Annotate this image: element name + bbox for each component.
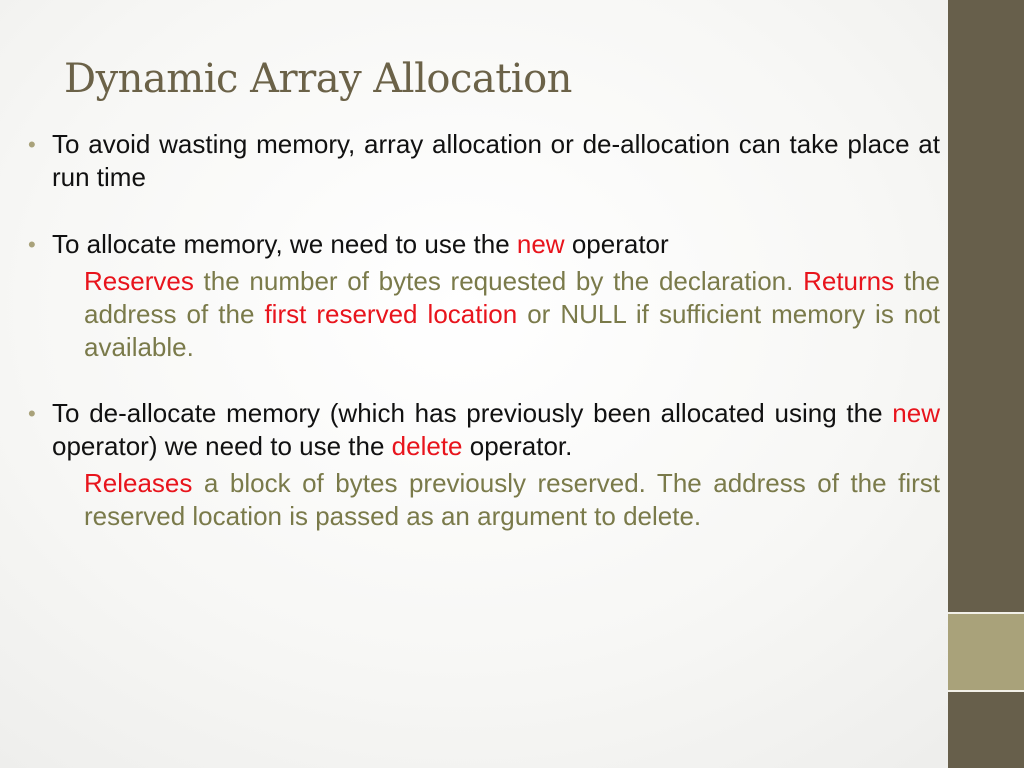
bullet-3 — [28, 397, 940, 463]
bullet-dot-icon: • — [28, 132, 36, 157]
bullet-text: To de-allocate memory (which has previously been allocated using the — [52, 398, 893, 428]
sub-text: the number of bytes requested by the declaration. — [193, 266, 804, 296]
keyword-new: new — [892, 398, 940, 428]
bullet-text: To allocate memory, we need to use the — [52, 229, 517, 259]
bullet-text: operator. — [462, 431, 573, 461]
sub-text: or NULL if sufficient memory is not available. — [84, 299, 940, 362]
sub-paragraph-delete — [84, 467, 940, 533]
keyword-new: new — [516, 229, 565, 259]
keyword-returns: Returns — [803, 266, 895, 296]
sub-text: the address of the — [84, 266, 940, 329]
bullet-2 — [28, 228, 940, 261]
keyword-reserves: Reserves — [84, 266, 194, 296]
slide-content — [0, 128, 940, 533]
bullet-text: operator — [564, 229, 669, 259]
sidebar-separator — [948, 690, 1024, 692]
keyword-first-reserved-location: first reserved location — [264, 299, 518, 329]
bullet-dot-icon: • — [28, 401, 36, 426]
bullet-1 — [28, 128, 940, 194]
bullet-text: operator) we need to use the — [52, 431, 392, 461]
bullet-dot-icon: • — [28, 232, 36, 257]
sidebar-accent-block — [948, 614, 1024, 690]
sub-paragraph-new — [84, 265, 940, 364]
slide-title: Dynamic Array Allocation — [64, 56, 572, 102]
keyword-delete: delete — [391, 431, 463, 461]
keyword-releases: Releases — [84, 468, 193, 498]
bullet-text: To avoid wasting memory, array allocation or de-allocation can take place at run time — [52, 129, 940, 192]
sub-text: a block of bytes previously reserved. The address of the first reserved location is passed as an argument to delete. — [84, 468, 940, 531]
sidebar-decoration — [948, 0, 1024, 768]
